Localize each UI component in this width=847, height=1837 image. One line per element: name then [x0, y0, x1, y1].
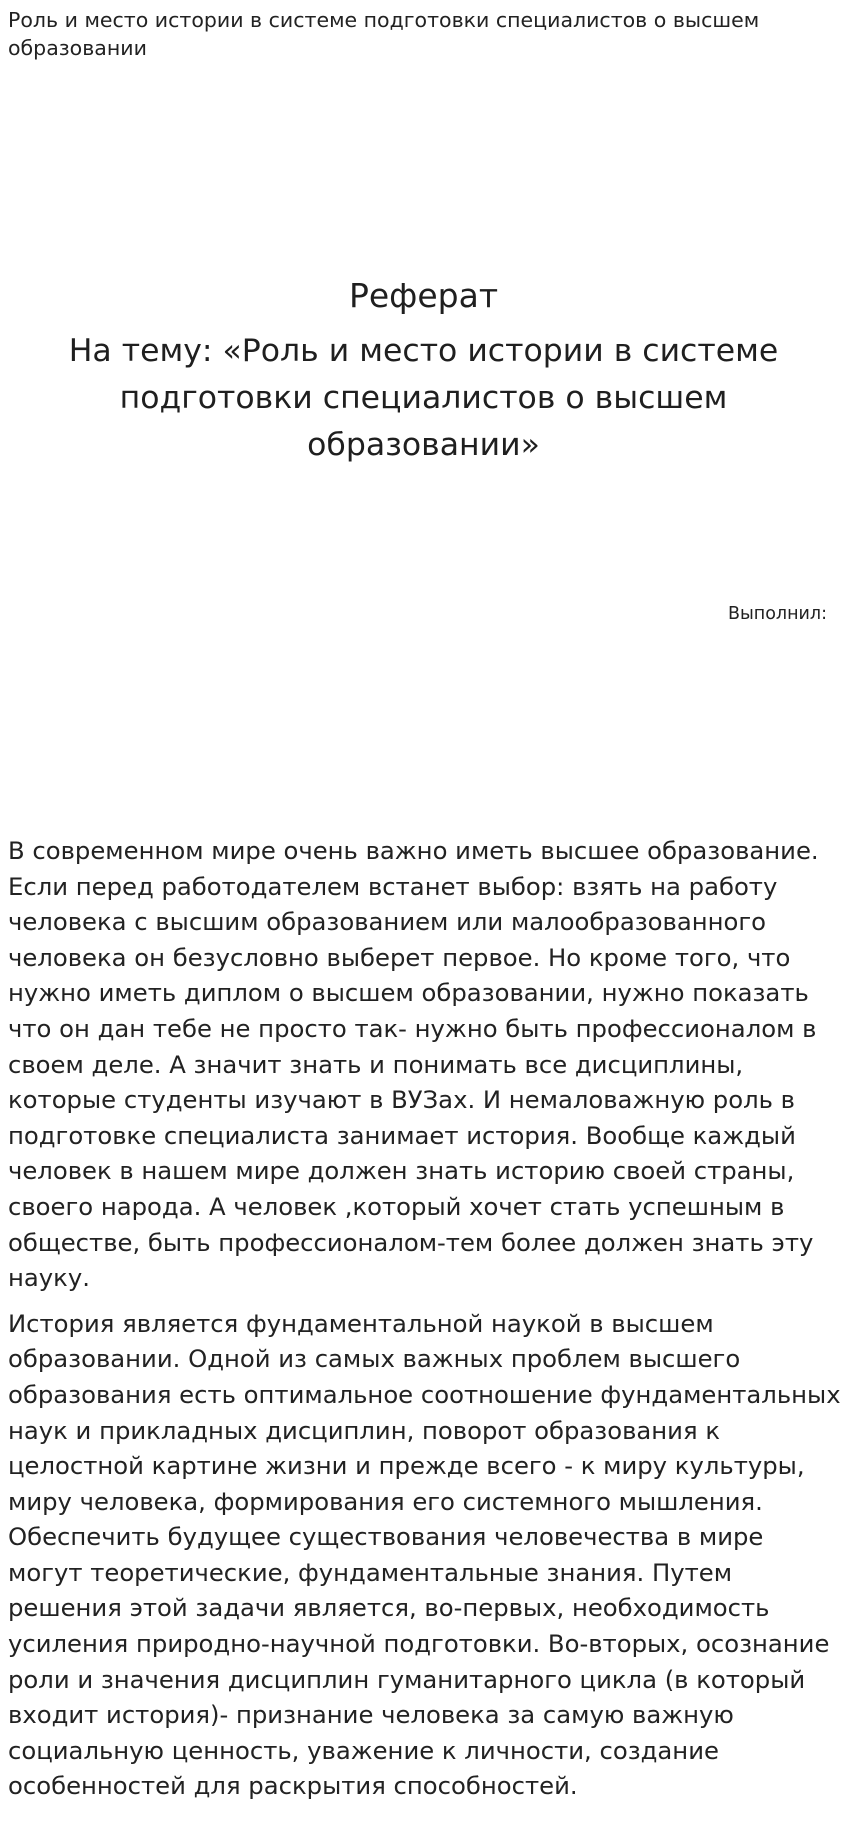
document-header-title: Роль и место истории в системе подготовки специалистов о высшем образовании	[8, 8, 760, 60]
essay-topic-heading: На тему: «Роль и место истории в системе подготовки специалистов о высшем образовании»	[68, 333, 779, 463]
author-label: Выполнил:	[727, 604, 827, 624]
essay-body	[8, 833, 842, 1814]
body-paragraph: История является фундаментальной наукой в высшем образовании. Одной из самых важных проблем высшего образования есть оптимальное соотношение фундаментальных наук и прикладных дисциплин, поворот образования к целостной картине жизни и прежде всего - к миру культуры, миру человека, формирования его системного мышления. Обеспечить будущее существования человечества в мире могут теоретические, фундаментальные знания. Путем решения этой задачи является, во-первых, необходимость усиления природно-научной подготовки. Во-вторых, осознание роли и значения дисциплин гуманитарного цикла (в который входит история)- признание человека за самую важную социальную ценность, уважение к личности, создание особенностей для раскрытия способностей.	[8, 1308, 841, 1801]
title-block	[0, 276, 847, 469]
body-paragraph: В современном мире очень важно иметь высшее образование. Если перед работодателем встанет выбор: взять на работу человека с высшим образованием или малообразованного человека он безусловно выберет первое. Но кроме того, что нужно иметь диплом о высшем образовании, нужно показать что он дан тебе не просто так- нужно быть профессионалом в своем деле. А значит знать и понимать все дисциплины, которые студенты изучают в ВУЗах. И немаловажную роль в подготовке специалиста занимает история. Вообще каждый человек в нашем мире должен знать историю своей страны, своего народа. А человек ,который хочет стать успешным в обществе, быть профессионалом-тем более должен знать эту науку.	[8, 836, 819, 1293]
essay-type-heading: Реферат	[348, 276, 499, 315]
